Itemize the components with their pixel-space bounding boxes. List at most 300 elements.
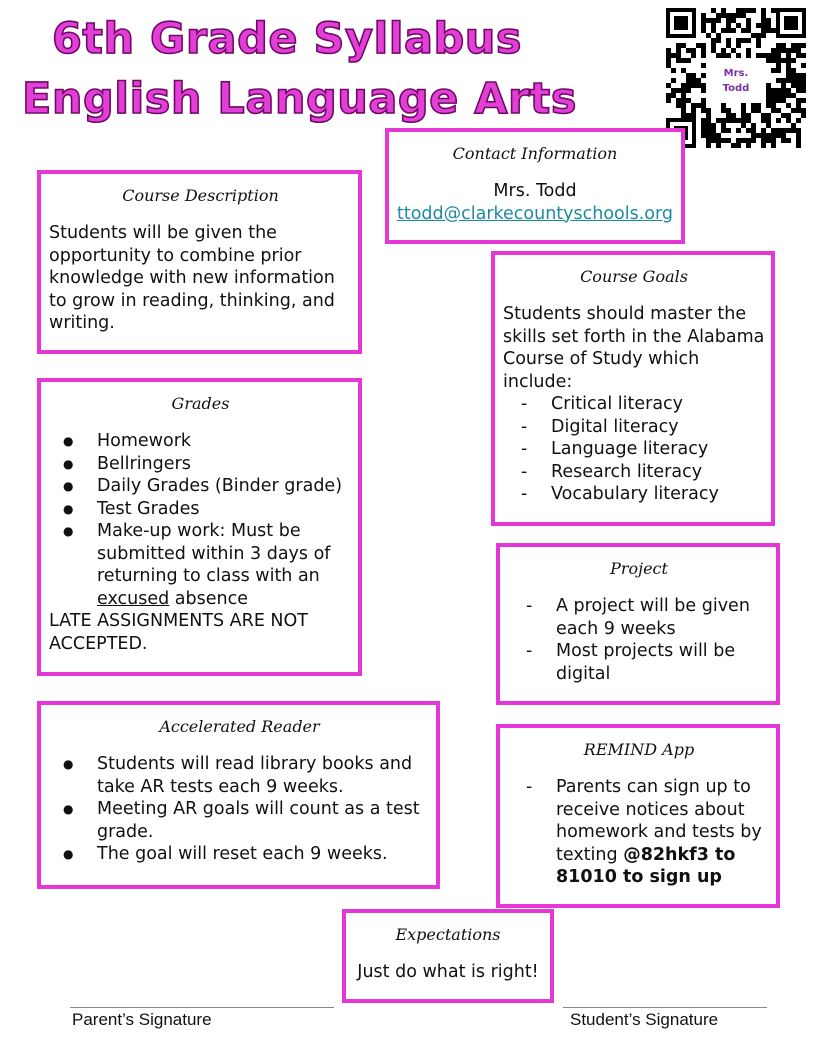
qr-module — [776, 58, 781, 63]
qr-module — [746, 143, 751, 148]
qr-module — [691, 78, 696, 83]
qr-module — [771, 138, 776, 143]
qr-module — [681, 88, 686, 93]
qr-module — [681, 58, 686, 63]
remind-list — [508, 776, 770, 889]
qr-module — [746, 28, 751, 33]
qr-module — [801, 43, 806, 48]
qr-module — [731, 113, 736, 118]
qr-module — [756, 103, 761, 108]
qr-module — [801, 53, 806, 58]
qr-module — [711, 128, 716, 133]
qr-module — [761, 113, 766, 118]
qr-module — [761, 133, 766, 138]
qr-module — [671, 78, 676, 83]
qr-module — [741, 108, 746, 113]
qr-module — [701, 108, 706, 113]
qr-module — [796, 108, 801, 113]
qr-module — [791, 78, 796, 83]
qr-module — [671, 93, 676, 98]
qr-module — [691, 53, 696, 58]
expectations-text: Just do what is right! — [357, 962, 539, 982]
qr-module — [761, 118, 766, 123]
contact-email-link[interactable]: ttodd@clarkecountyschools.org — [396, 203, 674, 224]
qr-module — [776, 88, 781, 93]
qr-module — [801, 63, 806, 68]
qr-module — [711, 28, 716, 33]
qr-module — [691, 83, 696, 88]
qr-module — [726, 23, 731, 28]
qr-module — [736, 8, 741, 13]
qr-module — [771, 98, 776, 103]
qr-module — [801, 88, 806, 93]
grades-heading: Grades — [171, 394, 230, 413]
qr-module — [726, 28, 731, 33]
qr-module — [796, 48, 801, 53]
qr-module — [701, 88, 706, 93]
qr-module — [801, 98, 806, 103]
qr-module — [716, 38, 721, 43]
qr-module — [791, 43, 796, 48]
qr-module — [771, 103, 776, 108]
qr-module — [736, 38, 741, 43]
qr-module — [726, 138, 731, 143]
qr-module — [796, 83, 801, 88]
list-item: - Digital literacy — [503, 416, 765, 439]
qr-module — [746, 118, 751, 123]
qr-module — [676, 48, 681, 53]
qr-module — [776, 78, 781, 83]
qr-module — [721, 128, 726, 133]
qr-module — [726, 43, 731, 48]
qr-module — [761, 13, 766, 18]
qr-module — [781, 48, 786, 53]
project-list — [508, 595, 770, 685]
qr-module — [786, 128, 791, 133]
qr-module — [771, 128, 776, 133]
qr-module — [681, 93, 686, 98]
qr-module — [766, 123, 771, 128]
qr-module — [791, 73, 796, 78]
list-item-makeup — [49, 520, 352, 610]
qr-module — [786, 53, 791, 58]
qr-module — [736, 143, 741, 148]
qr-module — [711, 8, 716, 13]
course-description-box — [37, 170, 362, 354]
qr-module — [721, 108, 726, 113]
qr-module — [666, 83, 671, 88]
qr-label-line1: Mrs. — [723, 68, 749, 79]
qr-module — [716, 18, 721, 23]
qr-module — [771, 53, 776, 58]
qr-module — [721, 28, 726, 33]
qr-module — [711, 133, 716, 138]
qr-module — [731, 28, 736, 33]
qr-module — [666, 53, 671, 58]
student-signature-label: Student’s Signature — [570, 1010, 719, 1029]
expectations-box — [342, 909, 554, 1003]
qr-module — [796, 138, 801, 143]
qr-module — [676, 103, 681, 108]
qr-module — [781, 43, 786, 48]
qr-module — [796, 53, 801, 58]
qr-module — [796, 78, 801, 83]
qr-module — [781, 93, 786, 98]
qr-module — [721, 118, 726, 123]
grades-list — [49, 430, 352, 610]
qr-module — [751, 108, 756, 113]
qr-module — [751, 103, 756, 108]
qr-module — [696, 83, 701, 88]
qr-module — [731, 143, 736, 148]
qr-module — [751, 138, 756, 143]
qr-module — [796, 103, 801, 108]
qr-module — [741, 38, 746, 43]
qr-module — [756, 23, 761, 28]
qr-module — [701, 103, 706, 108]
qr-module — [741, 118, 746, 123]
grades-box — [37, 378, 362, 676]
qr-module — [691, 73, 696, 78]
qr-module — [716, 143, 721, 148]
list-item: - Critical literacy — [503, 393, 765, 416]
qr-module — [711, 23, 716, 28]
qr-module — [686, 98, 691, 103]
qr-module — [711, 123, 716, 128]
qr-module — [766, 58, 771, 63]
contact-heading: Contact Information — [452, 144, 618, 163]
qr-module — [676, 58, 681, 63]
qr-module — [796, 128, 801, 133]
qr-module — [706, 123, 711, 128]
qr-module — [681, 68, 686, 73]
qr-module — [761, 53, 766, 58]
qr-module — [726, 108, 731, 113]
qr-module — [776, 53, 781, 58]
qr-module — [786, 118, 791, 123]
qr-module — [791, 58, 796, 63]
qr-module — [701, 48, 706, 53]
qr-module — [786, 73, 791, 78]
qr-module — [666, 98, 671, 103]
qr-module — [781, 58, 786, 63]
contact-name: Mrs. Todd — [493, 181, 577, 201]
qr-module — [701, 123, 706, 128]
qr-module — [756, 108, 761, 113]
qr-module — [786, 88, 791, 93]
list-item: ● Daily Grades (Binder grade) — [49, 475, 352, 498]
qr-module — [756, 33, 761, 38]
qr-module — [716, 118, 721, 123]
qr-module — [701, 43, 706, 48]
qr-module — [796, 43, 801, 48]
qr-module — [771, 133, 776, 138]
qr-module — [761, 28, 766, 33]
qr-module — [766, 18, 771, 23]
qr-module — [721, 13, 726, 18]
qr-module — [706, 113, 711, 118]
qr-module — [786, 138, 791, 143]
qr-module — [786, 48, 791, 53]
qr-module — [756, 43, 761, 48]
qr-module — [681, 108, 686, 113]
makeup-text-end: absence — [174, 588, 248, 609]
qr-module — [796, 143, 801, 148]
qr-module — [736, 23, 741, 28]
qr-module — [771, 8, 776, 13]
qr-module — [716, 33, 721, 38]
qr-module — [716, 13, 721, 18]
list-item: - Most projects will be digital — [508, 640, 770, 685]
remind-app-box — [496, 724, 780, 908]
qr-module — [771, 93, 776, 98]
qr-module — [736, 138, 741, 143]
qr-module — [676, 98, 681, 103]
qr-module — [801, 73, 806, 78]
qr-module — [746, 8, 751, 13]
qr-module — [796, 98, 801, 103]
qr-module — [761, 143, 766, 148]
qr-module — [741, 8, 746, 13]
qr-module — [686, 113, 691, 118]
qr-module — [701, 23, 706, 28]
remind-text: Parents can sign up to receive notices about homework and tests by texting — [556, 777, 762, 865]
qr-module — [801, 83, 806, 88]
qr-module — [701, 118, 706, 123]
qr-module — [721, 8, 726, 13]
course-description-heading: Course Description — [122, 186, 279, 205]
qr-finder-top-left — [666, 8, 696, 38]
qr-module — [756, 53, 761, 58]
qr-module — [746, 48, 751, 53]
list-item: ● Bellringers — [49, 453, 352, 476]
qr-module — [781, 88, 786, 93]
list-item: - Vocabulary literacy — [503, 483, 765, 506]
qr-module — [786, 58, 791, 63]
list-item: ● Test Grades — [49, 498, 352, 521]
accelerated-reader-list — [49, 753, 430, 866]
qr-module — [766, 53, 771, 58]
qr-module — [776, 108, 781, 113]
accelerated-reader-box — [37, 701, 440, 889]
qr-module — [666, 48, 671, 53]
qr-module — [766, 138, 771, 143]
qr-module — [791, 128, 796, 133]
accelerated-reader-heading: Accelerated Reader — [159, 717, 320, 736]
qr-label-line2: Todd — [722, 83, 750, 94]
qr-module — [681, 113, 686, 118]
qr-module — [721, 48, 726, 53]
qr-module — [691, 113, 696, 118]
student-signature-line[interactable] — [563, 1007, 767, 1008]
qr-module — [686, 73, 691, 78]
list-item: ● Meeting AR goals will count as a test grade. — [49, 798, 430, 843]
qr-module — [701, 18, 706, 23]
parent-signature-line[interactable] — [70, 1007, 334, 1008]
qr-module — [741, 103, 746, 108]
qr-module — [771, 48, 776, 53]
qr-module — [711, 48, 716, 53]
qr-module — [706, 118, 711, 123]
qr-module — [701, 63, 706, 68]
parent-signature-label: Parent’s Signature — [72, 1010, 212, 1029]
qr-module — [776, 133, 781, 138]
qr-module — [736, 128, 741, 133]
qr-module — [776, 68, 781, 73]
qr-module — [796, 88, 801, 93]
qr-module — [751, 128, 756, 133]
qr-module — [686, 58, 691, 63]
qr-module — [691, 103, 696, 108]
qr-module — [716, 53, 721, 58]
qr-module — [731, 18, 736, 23]
list-item: - Research literacy — [503, 461, 765, 484]
qr-module — [706, 128, 711, 133]
qr-module — [706, 18, 711, 23]
qr-module — [751, 8, 756, 13]
qr-module — [746, 128, 751, 133]
qr-module — [801, 108, 806, 113]
qr-module — [676, 88, 681, 93]
qr-module — [786, 78, 791, 83]
qr-module — [731, 48, 736, 53]
qr-module — [736, 43, 741, 48]
qr-finder-top-right — [776, 8, 806, 38]
course-goals-box — [491, 251, 775, 526]
qr-module — [766, 88, 771, 93]
list-item: ● Homework — [49, 430, 352, 453]
qr-module — [761, 8, 766, 13]
makeup-excused: excused — [97, 588, 170, 609]
qr-module — [721, 103, 726, 108]
qr-module — [786, 93, 791, 98]
qr-module — [711, 38, 716, 43]
qr-module — [691, 108, 696, 113]
qr-module — [741, 28, 746, 33]
qr-module — [791, 83, 796, 88]
qr-module — [701, 98, 706, 103]
qr-module — [781, 83, 786, 88]
qr-module — [746, 18, 751, 23]
list-item: - A project will be given each 9 weeks — [508, 595, 770, 640]
qr-module — [751, 123, 756, 128]
qr-module — [731, 13, 736, 18]
qr-module — [681, 103, 686, 108]
qr-module — [786, 68, 791, 73]
qr-module — [676, 53, 681, 58]
qr-module — [701, 133, 706, 138]
qr-module — [731, 118, 736, 123]
page-title-line2: English Language Arts — [22, 74, 577, 124]
qr-module — [796, 73, 801, 78]
qr-module — [736, 13, 741, 18]
qr-module — [786, 113, 791, 118]
qr-module — [701, 73, 706, 78]
qr-module — [766, 113, 771, 118]
qr-module — [726, 113, 731, 118]
course-description-text: Students will be given the opportunity to combine prior knowledge with new information to grow in reading, thinking, and writing. — [49, 223, 335, 333]
qr-module — [746, 38, 751, 43]
qr-module — [681, 83, 686, 88]
qr-module — [771, 88, 776, 93]
qr-module — [791, 123, 796, 128]
qr-module — [771, 58, 776, 63]
qr-module — [781, 128, 786, 133]
qr-module — [686, 78, 691, 83]
late-assignments-note: LATE ASSIGNMENTS ARE NOT ACCEPTED. — [49, 611, 308, 654]
qr-module — [776, 118, 781, 123]
qr-module — [726, 128, 731, 133]
qr-module — [776, 128, 781, 133]
qr-module — [781, 78, 786, 83]
qr-module — [791, 108, 796, 113]
qr-module — [786, 63, 791, 68]
remind-code: @82hkf3 to 81010 to sign up — [556, 844, 736, 887]
remind-heading: REMIND App — [583, 740, 695, 759]
qr-module — [696, 43, 701, 48]
qr-module — [776, 48, 781, 53]
qr-module — [706, 108, 711, 113]
qr-module — [696, 78, 701, 83]
qr-module — [776, 43, 781, 48]
qr-module — [706, 143, 711, 148]
qr-module — [776, 63, 781, 68]
qr-code[interactable] — [664, 6, 808, 150]
qr-module — [746, 113, 751, 118]
qr-module — [781, 98, 786, 103]
page-title-line1: 6th Grade Syllabus — [52, 14, 522, 64]
qr-module — [726, 18, 731, 23]
qr-module — [701, 83, 706, 88]
qr-module — [726, 53, 731, 58]
qr-module — [751, 133, 756, 138]
qr-module — [726, 38, 731, 43]
qr-module — [691, 48, 696, 53]
qr-module — [666, 93, 671, 98]
qr-module — [681, 43, 686, 48]
qr-module — [761, 33, 766, 38]
qr-module — [711, 18, 716, 23]
qr-module — [781, 138, 786, 143]
qr-module — [716, 133, 721, 138]
qr-module — [736, 118, 741, 123]
qr-module — [756, 133, 761, 138]
list-item: ● The goal will reset each 9 weeks. — [49, 843, 430, 866]
qr-module — [706, 133, 711, 138]
qr-module — [766, 118, 771, 123]
qr-module — [781, 133, 786, 138]
qr-module — [701, 53, 706, 58]
qr-module — [711, 43, 716, 48]
qr-module — [721, 123, 726, 128]
qr-module — [686, 88, 691, 93]
qr-module — [741, 13, 746, 18]
qr-module — [796, 133, 801, 138]
expectations-heading: Expectations — [395, 925, 501, 944]
qr-module — [766, 103, 771, 108]
qr-module — [751, 33, 756, 38]
qr-module — [766, 83, 771, 88]
qr-module — [776, 98, 781, 103]
qr-module — [761, 18, 766, 23]
contact-info-box — [385, 128, 685, 244]
qr-module — [741, 113, 746, 118]
qr-module — [786, 103, 791, 108]
qr-module — [776, 93, 781, 98]
qr-module — [746, 138, 751, 143]
qr-module — [716, 138, 721, 143]
qr-module — [671, 88, 676, 93]
